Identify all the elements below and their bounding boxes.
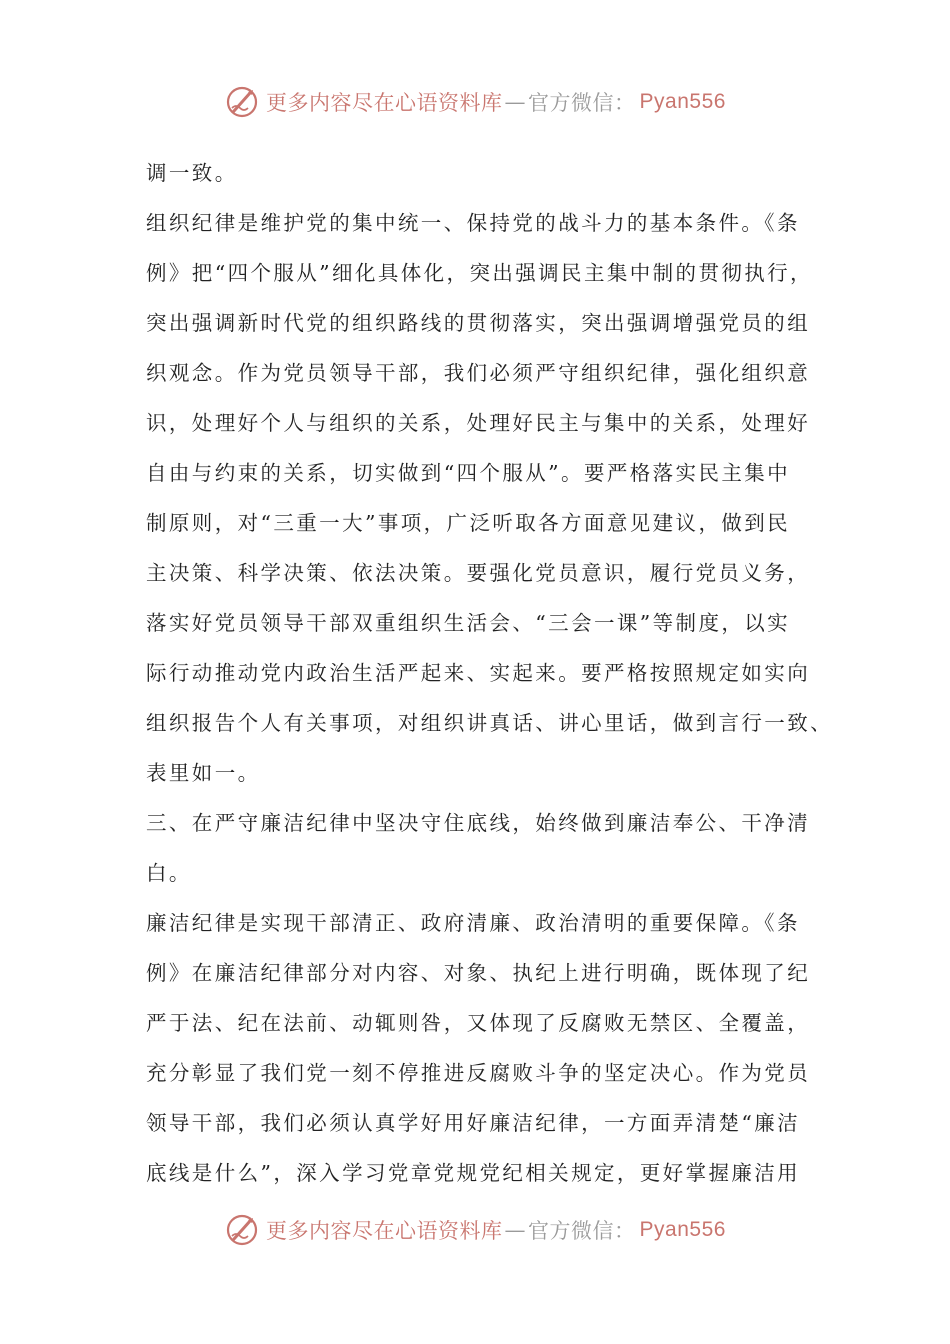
- section-heading-line: 三、在严守廉洁纪律中坚决守住底线，始终做到廉洁奉公、干净清: [146, 811, 811, 835]
- document-body: [146, 148, 833, 1198]
- text-line: 调一致。: [146, 161, 238, 185]
- pen-logo-icon: [224, 1212, 260, 1248]
- text-line: 自由与约束的关系，切实做到“四个服从”。要严格落实民主集中: [146, 461, 791, 485]
- watermark-brand: 更多内容尽在心语资料库: [266, 1219, 503, 1243]
- watermark-handle: Pyan556: [639, 90, 726, 113]
- watermark-label: 官方微信：: [528, 1219, 636, 1243]
- text-line: 充分彰显了我们党一刻不停推进反腐败斗争的坚定决心。作为党员: [146, 1061, 811, 1085]
- text-line: 严于法、纪在法前、动辄则咎，又体现了反腐败无禁区、全覆盖，: [146, 1011, 811, 1035]
- text-line: 组织报告个人有关事项，对组织讲真话、讲心里话，做到言行一致、: [146, 711, 833, 735]
- watermark-separator: —: [504, 90, 527, 114]
- text-line: 表里如一。: [146, 761, 261, 785]
- header-watermark: [0, 80, 950, 124]
- text-line: 例》把“四个服从”细化具体化，突出强调民主集中制的贯彻执行，: [146, 261, 813, 285]
- text-line: 制原则，对“三重一大”事项，广泛听取各方面意见建议，做到民: [146, 511, 791, 535]
- watermark-brand: 更多内容尽在心语资料库: [266, 91, 503, 115]
- text-line: 主决策、科学决策、依法决策。要强化党员意识，履行党员义务，: [146, 561, 811, 585]
- text-line: 领导干部，我们必须认真学好用好廉洁纪律，一方面弄清楚“廉洁: [146, 1111, 801, 1135]
- text-line: 廉洁纪律是实现干部清正、政府清廉、政治清明的重要保障。《条: [146, 911, 800, 935]
- watermark-handle: Pyan556: [639, 1218, 726, 1241]
- text-line: 突出强调新时代党的组织路线的贯彻落实，突出强调增强党员的组: [146, 311, 811, 335]
- text-line: 例》在廉洁纪律部分对内容、对象、执纪上进行明确，既体现了纪: [146, 961, 811, 985]
- watermark-separator: —: [504, 1218, 527, 1242]
- section-heading-line: 白。: [146, 861, 192, 885]
- pen-logo-icon: [224, 84, 260, 120]
- footer-watermark: [0, 1208, 950, 1252]
- text-line: 落实好党员领导干部双重组织生活会、“三会一课”等制度，以实: [146, 611, 791, 635]
- text-line: 识，处理好个人与组织的关系，处理好民主与集中的关系，处理好: [146, 411, 811, 435]
- text-line: 底线是什么”，深入学习党章党规党纪相关规定，更好掌握廉洁用: [146, 1161, 801, 1185]
- text-line: 组织纪律是维护党的集中统一、保持党的战斗力的基本条件。《条: [146, 211, 800, 235]
- text-line: 织观念。作为党员领导干部，我们必须严守组织纪律，强化组织意: [146, 361, 811, 385]
- watermark-label: 官方微信：: [528, 91, 636, 115]
- text-line: 际行动推动党内政治生活严起来、实起来。要严格按照规定如实向: [146, 661, 811, 685]
